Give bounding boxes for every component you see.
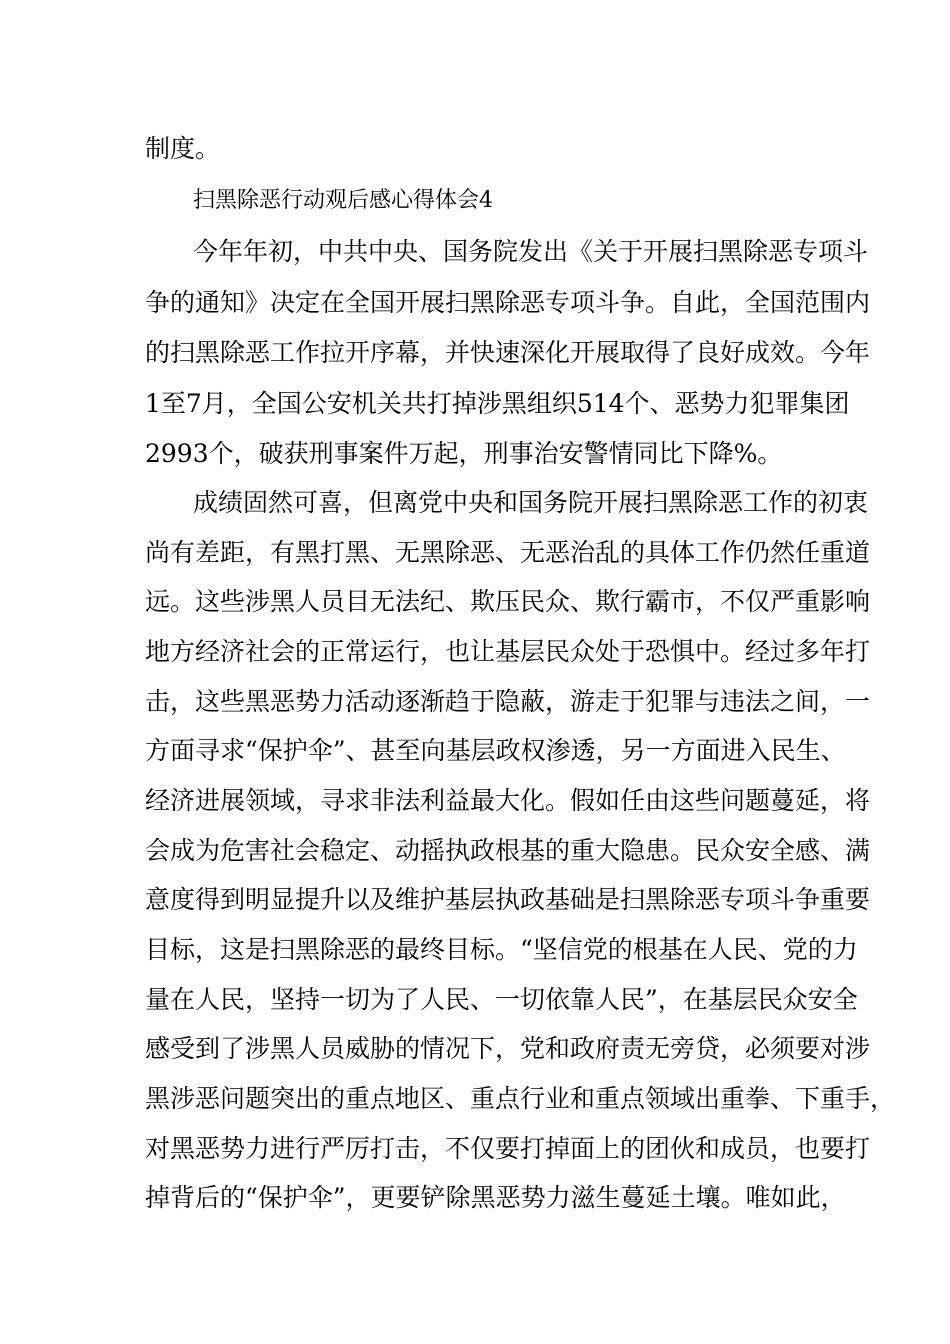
paragraph-line: 感受到了涉黑人员威胁的情况下，党和政府责无旁贷，必须要对涉 — [145, 1034, 871, 1063]
paragraph-line: 击，这些黑恶势力活动逐渐趋于隐蔽，游走于犯罪与违法之间，一 — [145, 687, 871, 716]
paragraph-line: 远。这些涉黑人员目无法纪、欺压民众、欺行霸市，不仅严重影响 — [145, 587, 871, 616]
paragraph-line: 意度得到明显提升以及维护基层执政基础是扫黑除恶专项斗争重要 — [145, 885, 871, 914]
paragraph-line: 方面寻求“保护伞”、甚至向基层政权渗透，另一方面进入民生、 — [145, 736, 846, 765]
paragraph-line: 会成为危害社会稳定、动摇执政根基的重大隐患。民众安全感、满 — [145, 836, 871, 865]
paragraph-line: 成绩固然可喜，但离党中央和国务院开展扫黑除恶工作的初衷 — [193, 488, 869, 517]
text-line-continuation: 制度。 — [145, 134, 221, 163]
paragraph-line: 今年年初，中共中央、国务院发出《关于开展扫黑除恶专项斗 — [193, 237, 869, 266]
paragraph-line: 地方经济社会的正常运行，也让基层民众处于恐惧中。经过多年打 — [145, 637, 871, 666]
paragraph-line: 量在人民，坚持一切为了人民、一切依靠人民”，在基层民众安全 — [145, 985, 858, 1014]
paragraph-line: 对黑恶势力进行严厉打击，不仅要打掉面上的团伙和成员，也要打 — [145, 1134, 871, 1163]
paragraph-line: 黑涉恶问题突出的重点地区、重点行业和重点领域出重拳、下重手， — [145, 1084, 896, 1113]
paragraph-line: 争的通知》决定在全国开展扫黑除恶专项斗争。自此，全国范围内 — [145, 288, 871, 317]
paragraph-line: 2993个，破获刑事案件万起，刑事治安警情同比下降%。 — [145, 439, 783, 468]
paragraph-line: 的扫黑除恶工作拉开序幕，并快速深化开展取得了良好成效。今年 — [145, 338, 871, 367]
paragraph-line: 掉背后的“保护伞”，更要铲除黑恶势力滋生蔓延土壤。唯如此， — [145, 1183, 846, 1212]
paragraph-line: 经济进展领域，寻求非法利益最大化。假如任由这些问题蔓延，将 — [145, 786, 871, 815]
section-heading: 扫黑除恶行动观后感心得体会4 — [193, 188, 493, 213]
paragraph-line: 尚有差距，有黑打黑、无黑除恶、无恶治乱的具体工作仍然任重道 — [145, 538, 871, 567]
paragraph-line: 1至7月，全国公安机关共打掉涉黑组织514个、恶势力犯罪集团 — [145, 389, 850, 418]
paragraph-line: 目标，这是扫黑除恶的最终目标。“坚信党的根基在人民、党的力 — [145, 935, 858, 964]
